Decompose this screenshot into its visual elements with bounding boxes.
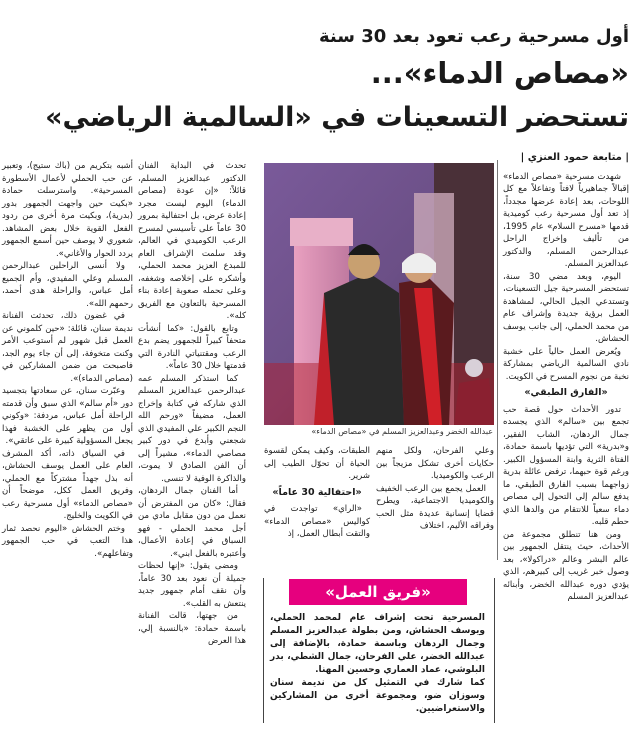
paragraph: وعبّرت سنان، عن سعادتها بتجسيد دور «أم سالم» الذي سبق وأن قدمته الراحلة أمل عباس، مردفة: «وكوني أول من يظهر على الخشبة فهذا يجعل المسؤولية كبيرة على عاتقي». bbox=[2, 386, 133, 446]
subheading: «الفارق الطبقي» bbox=[524, 387, 608, 398]
paragraph: «الراي» تواجدت في كواليس «مصاص الدماء» والتقت أبطال العمل، إذ bbox=[264, 504, 370, 539]
subheading: «احتفالية 30 عاماً» bbox=[272, 486, 362, 498]
paragraph: العمل يجمع بين الرعب الخفيف والكوميديا الاجتماعية، ويطرح قضايا إنسانية عديدة مثل الحب وفراقه الأليم، اختلاف bbox=[376, 483, 494, 531]
paragraph: تحدث في البداية الفنان الدكتور عبدالعزيز المسلم، قائلاً: «إن عودة (مصاص الدماء) اليوم ليست مجرد إعادة عرض، بل احتفالية بمرور 30 عاماً على تأسيسي لمسرح الرعب الكوميدي في العالم، وقد سلمت الإشراف العام للمبدع العزيز محمد الحملي، وأشكره على إخلاصه وشغفه، وعلى تحمله صعوبة إعادة بناء المسرحية بالتعاون مع الفريق كله». bbox=[138, 161, 246, 321]
paragraph: وعلي الفرحان، ولكل منهم حكايات أخرى تشكل مزيجاً بين الرعب والكوميديا. bbox=[376, 446, 494, 481]
middle-column-left bbox=[264, 445, 370, 541]
paragraph: وتابع بالقول: «كما أنشأت متحفاً كبيراً للجمهور يضم بدع الرعب ومقتنياتي النادرة التي قدمتها خلال 30 عاماً». bbox=[138, 323, 246, 371]
byline: | متابعة حمود العنزي | bbox=[520, 152, 629, 163]
headline-line-2: تستحضر التسعينات في «السالمية الرياضي» bbox=[45, 102, 629, 133]
column-second bbox=[138, 160, 246, 648]
paragraph: الطبقات، وكيف يمكن لقسوة الحياة أن تحوّل الطيب إلى شرير. bbox=[264, 446, 370, 481]
paragraph: كما استذكر المسلم عمه عبدالرحمن عبدالعزيز المسلم الذي شاركه في كتابة وإخراج العمل، مضيفاً «ورحم الله النجم الكبير علي المفيدي الذي شجعني وأبدع في دور كبير مصاصي الدماء»، مشيراً إلى أن الفن الصادق لا يموت، والذاكرة الوفية لا تنسى. bbox=[138, 373, 246, 484]
paragraph: في السياق ذاته، أكد المشرف العام على العمل يوسف الحشاش، أنه بذل جهداً مشتركاً مع الحملي، وفريق العمل ككل، موضحاً أن «مصاص الدماء» أول مسرحية رعب في الكويت والخليج. bbox=[2, 448, 133, 521]
team-box-title: «فريق العمل» bbox=[289, 579, 467, 605]
paragraph: ويُعرض العمل حالياً على خشبة نادي السالمية الرياضي بمشاركة نخبة من نجوم المسرح في الكويت. bbox=[503, 346, 629, 382]
middle-column-right bbox=[376, 445, 494, 533]
paragraph: تدور الأحداث حول قصة حب تجمع بين «سالم» الذي يجسده جمال الردهان، الشاب الفقير، و«بدرية» التي تؤديها باسمة حمادة، الفتاة الثرية وابنة المسؤول الكبير. ورغم قوة حبهما، ترفض عائلة بدرية زواجهما بسبب الفارق الطبقي، ما يدفع سالم إلى التحول إلى مصاص دماء سعياً للانتقام من والدها الذي حطم قلبه. bbox=[503, 404, 629, 527]
paragraph: أما الفنان جمال الردهان، فقال: «كان من المفترض أن نعمل من دون مقابل مادي من أجل محمد الحملي - فهو السباق في إعادة الأعمال، وأعتبره بالفعل ابني». bbox=[138, 486, 246, 559]
box-divider bbox=[263, 578, 264, 723]
paragraph: اليوم، وبعد مضي 30 سنة، تستحضر المسرحية جيل التسعينات، وتستدعي الجيل الحالي، لمشاهدة العمل برؤية جديدة وإشراف عام من محمد الحملي، إلى جانب يوسف الحشاش. bbox=[503, 271, 629, 344]
team-box-body bbox=[270, 612, 485, 716]
photo-caption: عبدالله الخضر وعبدالعزيز المسلم في «مصاص الدماء» bbox=[311, 427, 493, 436]
headline-line-1: «مصاص الدماء»... bbox=[370, 56, 629, 90]
column-right bbox=[503, 152, 629, 604]
paragraph: وختم الحشاش «اليوم نحصد ثمار هذا التعب في حب الجمهور وتفاعلهم». bbox=[2, 523, 133, 559]
paragraph: كما شارك في التمثيل كل من نديمة سنان وسوزان ضو، ومجموعة أخرى من المشاركين والاستعراضيين. bbox=[270, 678, 485, 714]
stage-photo bbox=[264, 163, 494, 425]
paragraph: شهدت مسرحية «مصاص الدماء» إقبالاً جماهيرياً لافتاً وتفاعلاً مع كل اللوحات، بعد إعادة عرضها مجدداً، إذ تعد أول مسرحية رعب كوميدية قدمها «مسرح السلام» عام 1995، من تأليف وإخراج الراحل عبدالرحمن المسلم، والدكتور عبدالعزيز المسلم. bbox=[503, 171, 629, 269]
paragraph: ولا أنسى الراحلين عبدالرحمن المسلم وعلي المفيدي، وأم الجميع أمل عباس، والراحلة هدى أحمد، رحمهم الله». bbox=[2, 261, 133, 309]
paragraph: ومن هنا تنطلق مجموعة من الأحداث، حيث ينتقل الجمهور بين عالم البشر وعالم «دراكولا»، بعد وصول خبر غريب إلى كبيرهم، الذي يؤدي دوره عبدالله الخضر، وأبنائه عبدالعزيز المسلم bbox=[503, 529, 629, 602]
paragraph: في غضون ذلك، تحدثت الفنانة نديمة سنان، قائلة: «حين كلموني عن العمل قبل شهور لم أستوعب الأمر وكنت متخوفة، إلى أن جاء يوم الجد، فاصبحت من ضمن المشاركين في (مصاص الدماء)». bbox=[2, 311, 133, 384]
paragraph: من جهتها، قالت الفنانة باسمة حمادة: «بالنسبة إلي، هذا العرض bbox=[138, 611, 246, 646]
box-divider bbox=[494, 578, 495, 723]
headline-kicker: أول مسرحية رعب تعود بعد 30 سنة bbox=[319, 26, 629, 47]
column-divider bbox=[497, 160, 498, 560]
paragraph: المسرحية تحت إشراف عام لمحمد الحملي، ويوسف الحشاش، ومن بطولة عبدالعزيز المسلم وجمال الردهان وباسمة حمادة، بالإضافة إلى عبدالله الخضر، علي الفرحان، جمال الشطي، بدر البلوشي، عماد العماري وحسين المهنا. bbox=[270, 613, 485, 675]
paragraph: أشبه بتكريم من (باك ستيج)، وتعبير عن حب الحملي لأعمال الأسطورة المسرحية». واسترسلت حمادة «بكيت حين واجهت الجمهور بدور (بدرية)، وبكيت مرة أخرى من ردود الفعل القوية خلال بعض المشاهد. شعوري لا يوصف حين أسمع الجمهور يردد الحوار والأغاني». bbox=[2, 161, 133, 259]
paragraph: ومضى يقول: «إنها لحظات جميلة أن نعود بعد 30 عاماً، وأن نقف أمام جمهور جديد ينتعش به القلب». bbox=[138, 561, 247, 609]
column-left bbox=[2, 160, 133, 560]
